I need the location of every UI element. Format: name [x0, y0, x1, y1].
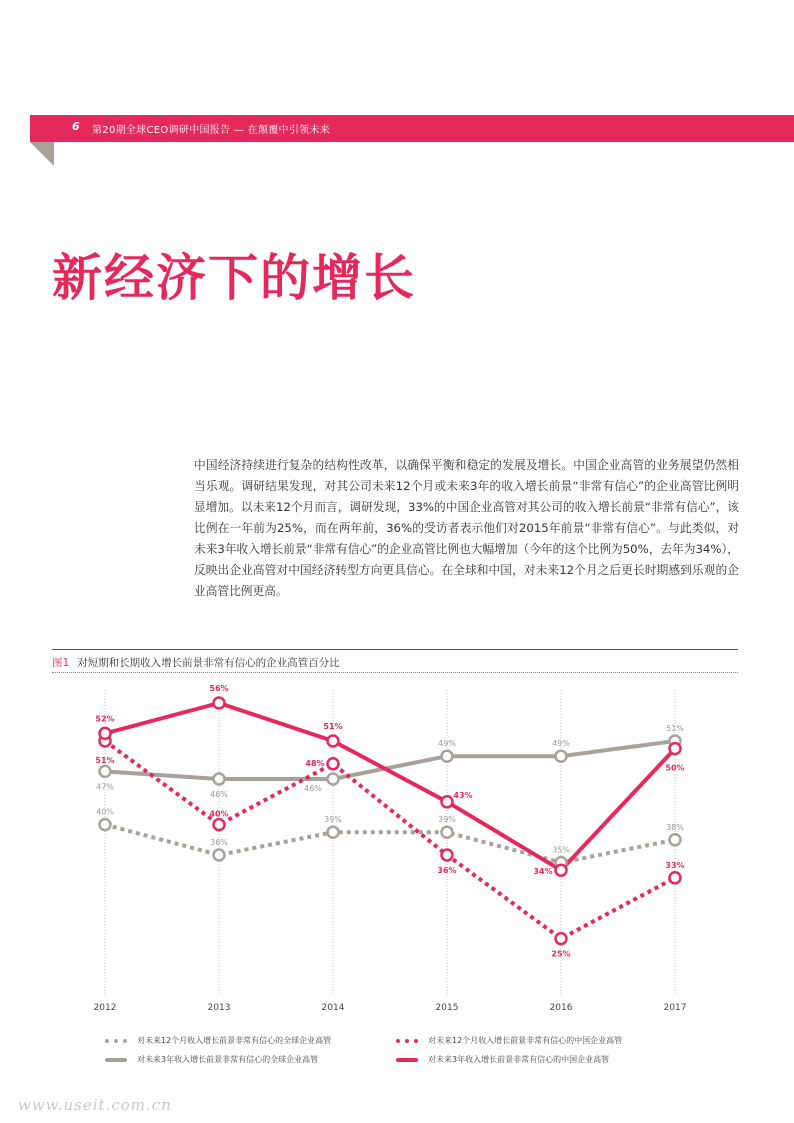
data-point — [328, 758, 339, 769]
report-title: 第20期全球CEO调研中国报告 — 在颠覆中引领未来 — [92, 125, 331, 136]
data-label: 43% — [453, 790, 473, 800]
data-point — [100, 819, 111, 830]
data-label: 48% — [305, 758, 325, 768]
data-point — [670, 872, 681, 883]
data-point — [214, 774, 225, 785]
data-label: 49% — [552, 739, 570, 749]
x-tick-label: 2017 — [663, 1003, 687, 1013]
data-point — [556, 865, 567, 876]
data-label: 34% — [533, 867, 553, 877]
data-label: 51% — [323, 722, 343, 731]
legend-label: 对未来3年收入增长前景非常有信心的中国企业高管 — [428, 1055, 610, 1064]
data-point — [442, 850, 453, 861]
data-label: 51% — [666, 724, 684, 733]
data-point — [442, 751, 453, 762]
watermark: www.useit.com.cn — [18, 1096, 172, 1114]
data-point — [442, 827, 453, 838]
legend-item-china-3y — [396, 1054, 609, 1065]
data-point — [670, 743, 681, 754]
data-point — [442, 796, 453, 807]
legend-swatch-gray-dotted — [105, 1039, 127, 1043]
legend-item-global-12m — [105, 1035, 331, 1046]
data-label: 40% — [209, 809, 229, 819]
data-label: 51% — [95, 756, 115, 765]
data-point — [214, 819, 225, 830]
legend-label: 对未来12个月收入增长前景非常有信心的全球企业高管 — [137, 1036, 332, 1045]
legend-item-global-3y — [105, 1054, 318, 1065]
x-tick-label: 2013 — [207, 1003, 231, 1013]
series-line-0 — [105, 825, 675, 863]
data-label: 39% — [438, 815, 456, 825]
figure-number: 图1 — [52, 657, 70, 669]
page-number: 6 — [72, 120, 80, 133]
data-point — [100, 728, 111, 739]
data-label: 52% — [95, 714, 115, 724]
data-point — [556, 751, 567, 762]
legend-swatch-gray-solid — [105, 1058, 127, 1062]
data-label: 36% — [437, 866, 457, 875]
legend-swatch-pink-solid — [396, 1058, 418, 1062]
data-label: 56% — [209, 684, 229, 693]
data-label: 50% — [665, 763, 685, 773]
legend-item-china-12m — [396, 1035, 622, 1046]
data-point — [214, 850, 225, 861]
intro-paragraph: 中国经济持续进行复杂的结构性改革，以确保平衡和稳定的发展及增长。中国企业高管的业务展望仍然相当乐观。调研结果发现，对其公司未来12个月或未来3年的收入增长前景“非常有信心”的企业高管比例明显增加。以未来12个月而言，调研发现，33%的中国企业高管对其公司的收入增长前景“非常有信心”，该比例在一年前为25%，而在两年前，36%的受访者表示他们对2015年前景“非常有信心”。与此类似，对未来3年收入增长前景“非常有信心”的企业高管比例也大幅增加（今年的这个比例为50%，去年为34%），反映出企业高管对中国经济转型方向更具信心。在全球和中国，对未来12个月之后更长时期感到乐观的企业高管比例更高。 — [194, 458, 739, 598]
data-point — [328, 736, 339, 747]
x-tick-label: 2014 — [321, 1003, 345, 1013]
data-point — [100, 766, 111, 777]
data-label: 40% — [96, 807, 114, 817]
x-tick-label: 2016 — [549, 1003, 573, 1013]
data-label: 33% — [665, 860, 685, 870]
legend-label: 对未来3年收入增长前景非常有信心的全球企业高管 — [137, 1055, 319, 1064]
series-line-3 — [105, 703, 675, 870]
data-point — [670, 834, 681, 845]
data-point — [328, 774, 339, 785]
data-label: 36% — [210, 838, 228, 847]
data-point — [328, 827, 339, 838]
legend-label: 对未来12个月收入增长前景非常有信心的中国企业高管 — [428, 1036, 623, 1045]
x-tick-label: 2012 — [93, 1003, 117, 1013]
data-label: 46% — [210, 790, 228, 799]
data-label: 25% — [551, 949, 571, 959]
data-label: 47% — [96, 782, 114, 792]
data-point — [214, 698, 225, 709]
x-tick-label: 2015 — [435, 1003, 459, 1013]
data-label: 49% — [438, 739, 456, 749]
legend-swatch-pink-dotted — [396, 1039, 418, 1043]
figure-caption-text: 对短期和长期收入增长前景非常有信心的企业高管百分比 — [77, 657, 340, 669]
data-point — [556, 933, 567, 944]
data-label: 39% — [324, 815, 342, 825]
data-label: 46% — [304, 784, 322, 793]
data-label: 38% — [666, 822, 684, 832]
page-title: 新经济下的增长 — [52, 248, 416, 307]
data-label: 35% — [552, 845, 570, 855]
